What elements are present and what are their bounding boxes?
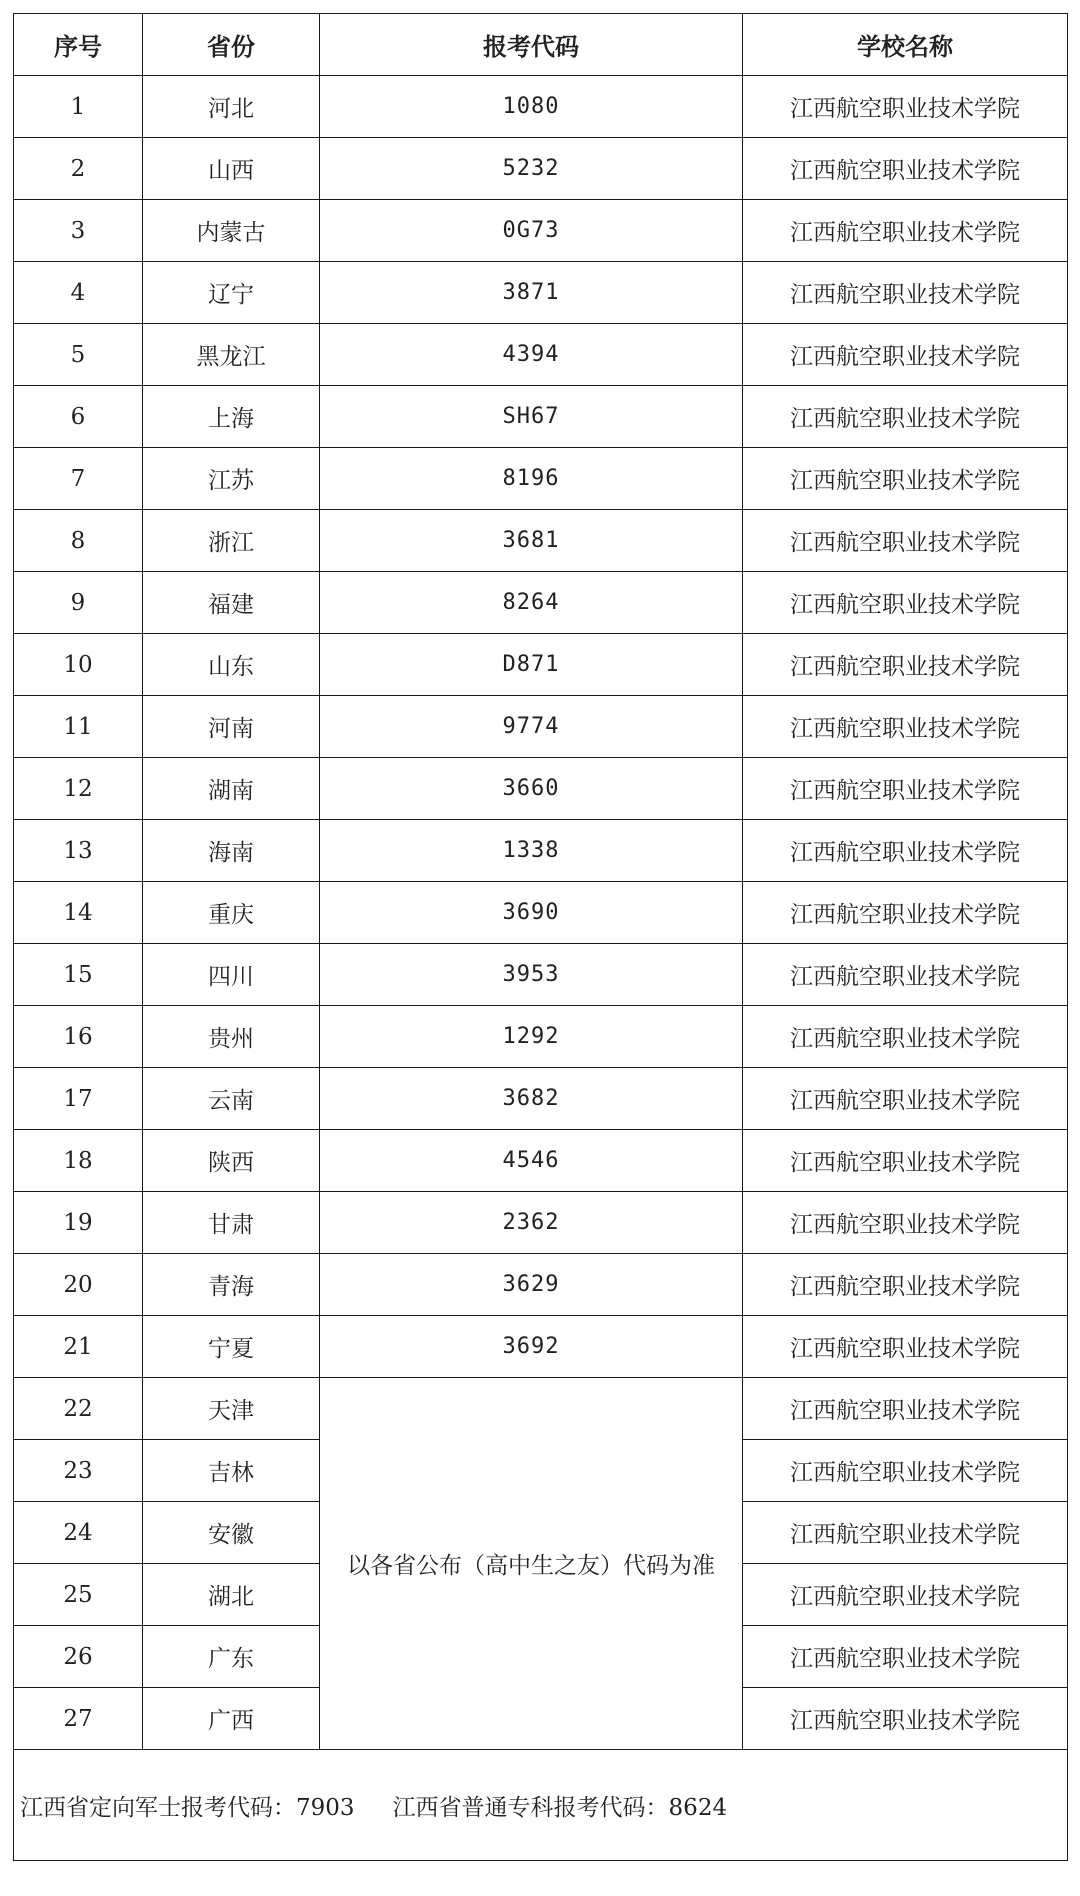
table-body	[14, 76, 1068, 1750]
row-school: 江西航空职业技术学院	[743, 1006, 1068, 1068]
row-province: 宁夏	[143, 1316, 320, 1378]
row-school: 江西航空职业技术学院	[743, 510, 1068, 572]
row-code: 1292	[320, 1006, 743, 1068]
row-province: 河北	[143, 76, 320, 138]
row-school: 江西航空职业技术学院	[743, 1316, 1068, 1378]
row-province: 云南	[143, 1068, 320, 1130]
row-school: 江西航空职业技术学院	[743, 1688, 1068, 1750]
row-index: 1	[14, 76, 143, 138]
row-index: 21	[14, 1316, 143, 1378]
footer-row	[14, 1750, 1068, 1861]
row-code: 3871	[320, 262, 743, 324]
row-index: 27	[14, 1688, 143, 1750]
row-school: 江西航空职业技术学院	[743, 138, 1068, 200]
row-code: 8196	[320, 448, 743, 510]
row-school: 江西航空职业技术学院	[743, 1564, 1068, 1626]
row-province: 海南	[143, 820, 320, 882]
row-province: 山东	[143, 634, 320, 696]
row-code: 3629	[320, 1254, 743, 1316]
table-row	[14, 386, 1068, 448]
row-province: 重庆	[143, 882, 320, 944]
row-code: 3681	[320, 510, 743, 572]
row-index: 25	[14, 1564, 143, 1626]
table-row	[14, 944, 1068, 1006]
row-code: 3690	[320, 882, 743, 944]
row-school: 江西航空职业技术学院	[743, 758, 1068, 820]
table-row	[14, 1254, 1068, 1316]
header-code: 报考代码	[320, 14, 743, 76]
table-row	[14, 448, 1068, 510]
row-province: 河南	[143, 696, 320, 758]
row-province: 青海	[143, 1254, 320, 1316]
row-code: 4394	[320, 324, 743, 386]
row-index: 20	[14, 1254, 143, 1316]
table-row	[14, 572, 1068, 634]
row-index: 22	[14, 1378, 143, 1440]
row-school: 江西航空职业技术学院	[743, 1502, 1068, 1564]
row-province: 黑龙江	[143, 324, 320, 386]
row-index: 19	[14, 1192, 143, 1254]
row-school: 江西航空职业技术学院	[743, 634, 1068, 696]
table-row	[14, 138, 1068, 200]
row-index: 3	[14, 200, 143, 262]
table-row	[14, 820, 1068, 882]
row-school: 江西航空职业技术学院	[743, 386, 1068, 448]
row-school: 江西航空职业技术学院	[743, 1130, 1068, 1192]
header-index: 序号	[14, 14, 143, 76]
row-index: 6	[14, 386, 143, 448]
row-index: 14	[14, 882, 143, 944]
admission-code-table	[13, 13, 1068, 1861]
row-index: 4	[14, 262, 143, 324]
table-row	[14, 1192, 1068, 1254]
row-school: 江西航空职业技术学院	[743, 1378, 1068, 1440]
general-code-note: 江西省普通专科报考代码：8624	[392, 1794, 728, 1821]
row-code: 3953	[320, 944, 743, 1006]
table-row	[14, 1378, 1068, 1440]
table-row	[14, 1316, 1068, 1378]
row-code: 2362	[320, 1192, 743, 1254]
row-code: 5232	[320, 138, 743, 200]
row-province: 天津	[143, 1378, 320, 1440]
row-school: 江西航空职业技术学院	[743, 76, 1068, 138]
row-province: 福建	[143, 572, 320, 634]
row-province: 广东	[143, 1626, 320, 1688]
table-header-row	[14, 14, 1068, 76]
table-row	[14, 758, 1068, 820]
row-index: 7	[14, 448, 143, 510]
row-index: 11	[14, 696, 143, 758]
row-index: 10	[14, 634, 143, 696]
table-row	[14, 1130, 1068, 1192]
row-index: 13	[14, 820, 143, 882]
row-school: 江西航空职业技术学院	[743, 820, 1068, 882]
row-code: 0G73	[320, 200, 743, 262]
table-row	[14, 76, 1068, 138]
row-index: 26	[14, 1626, 143, 1688]
row-school: 江西航空职业技术学院	[743, 1254, 1068, 1316]
table-row	[14, 1006, 1068, 1068]
row-province: 四川	[143, 944, 320, 1006]
row-school: 江西航空职业技术学院	[743, 324, 1068, 386]
header-school: 学校名称	[743, 14, 1068, 76]
table-row	[14, 882, 1068, 944]
row-index: 16	[14, 1006, 143, 1068]
row-index: 17	[14, 1068, 143, 1130]
row-province: 江苏	[143, 448, 320, 510]
row-code: 4546	[320, 1130, 743, 1192]
row-province: 辽宁	[143, 262, 320, 324]
row-index: 5	[14, 324, 143, 386]
row-province: 吉林	[143, 1440, 320, 1502]
row-school: 江西航空职业技术学院	[743, 1068, 1068, 1130]
row-code: 8264	[320, 572, 743, 634]
row-school: 江西航空职业技术学院	[743, 572, 1068, 634]
row-index: 24	[14, 1502, 143, 1564]
row-index: 18	[14, 1130, 143, 1192]
row-school: 江西航空职业技术学院	[743, 448, 1068, 510]
table-row	[14, 510, 1068, 572]
merged-code-note: 以各省公布（高中生之友）代码为准	[320, 1378, 743, 1750]
row-code: 3692	[320, 1316, 743, 1378]
table-row	[14, 1068, 1068, 1130]
row-code: D871	[320, 634, 743, 696]
row-province: 上海	[143, 386, 320, 448]
row-province: 广西	[143, 1688, 320, 1750]
row-province: 安徽	[143, 1502, 320, 1564]
row-province: 陕西	[143, 1130, 320, 1192]
row-province: 贵州	[143, 1006, 320, 1068]
table-row	[14, 696, 1068, 758]
footer-cell	[14, 1750, 1068, 1861]
row-index: 9	[14, 572, 143, 634]
row-province: 浙江	[143, 510, 320, 572]
row-school: 江西航空职业技术学院	[743, 200, 1068, 262]
row-code: 3660	[320, 758, 743, 820]
table-row	[14, 634, 1068, 696]
row-code: 1338	[320, 820, 743, 882]
row-province: 湖南	[143, 758, 320, 820]
row-index: 23	[14, 1440, 143, 1502]
row-school: 江西航空职业技术学院	[743, 696, 1068, 758]
row-code: SH67	[320, 386, 743, 448]
row-code: 1080	[320, 76, 743, 138]
table-row	[14, 200, 1068, 262]
row-school: 江西航空职业技术学院	[743, 1626, 1068, 1688]
row-province: 甘肃	[143, 1192, 320, 1254]
row-school: 江西航空职业技术学院	[743, 1440, 1068, 1502]
row-school: 江西航空职业技术学院	[743, 882, 1068, 944]
row-school: 江西航空职业技术学院	[743, 262, 1068, 324]
table-row	[14, 324, 1068, 386]
row-index: 15	[14, 944, 143, 1006]
row-school: 江西航空职业技术学院	[743, 944, 1068, 1006]
header-province: 省份	[143, 14, 320, 76]
row-index: 8	[14, 510, 143, 572]
row-index: 12	[14, 758, 143, 820]
row-code: 9774	[320, 696, 743, 758]
military-code-note: 江西省定向军士报考代码：7903	[20, 1794, 355, 1821]
row-index: 2	[14, 138, 143, 200]
row-province: 山西	[143, 138, 320, 200]
row-province: 内蒙古	[143, 200, 320, 262]
row-province: 湖北	[143, 1564, 320, 1626]
table-row	[14, 262, 1068, 324]
row-code: 3682	[320, 1068, 743, 1130]
row-school: 江西航空职业技术学院	[743, 1192, 1068, 1254]
